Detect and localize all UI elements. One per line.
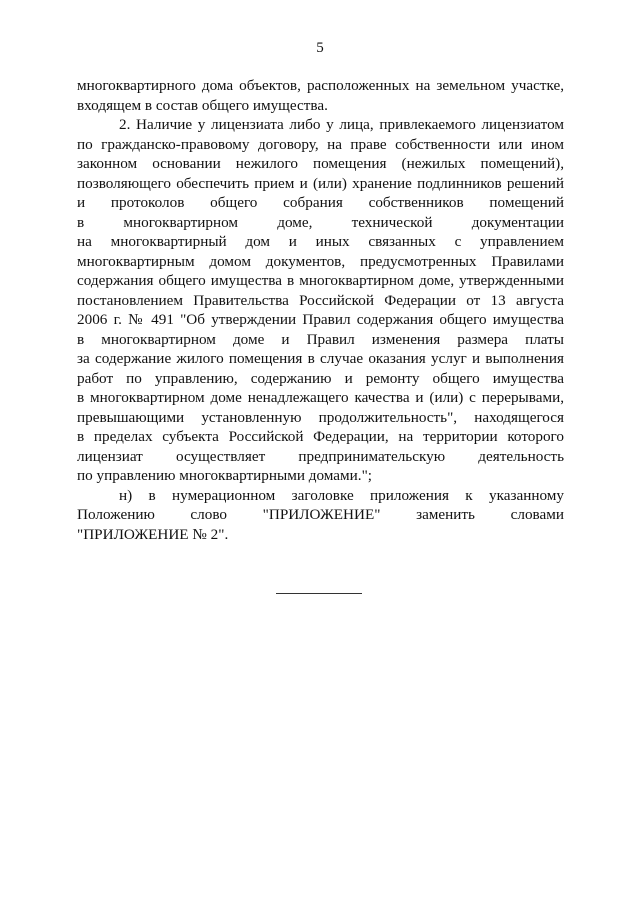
- text-line: в многоквартирном доме, технической документации: [77, 213, 564, 231]
- document-body: [77, 76, 564, 544]
- text-line: превышающими установленную продолжительность", находящегося: [77, 408, 564, 426]
- text-line: Положению слово "ПРИЛОЖЕНИЕ" заменить словами: [77, 506, 564, 523]
- text-line: за содержание жилого помещения в случае оказания услуг и выполнения: [77, 350, 564, 367]
- text-line: лицензиат осуществляет предпринимательскую деятельность: [77, 447, 564, 465]
- text-line: в пределах субъекта Российской Федерации, на территории которого: [77, 428, 564, 445]
- text-line: в многоквартирном доме и Правил изменения размера платы: [77, 330, 564, 348]
- page-number: 5: [316, 40, 324, 56]
- text-line: многоквартирного дома объектов, расположенных на земельном участке,: [77, 77, 564, 94]
- text-line: постановлением Правительства Российской Федерации от 13 августа: [77, 291, 564, 309]
- text-line: содержания общего имущества в многоквартирном доме, утвержденными: [77, 272, 564, 289]
- text-line: позволяющего обеспечить прием и (или) хранение подлинников решений: [77, 174, 564, 192]
- text-line: законном основании нежилого помещения (нежилых помещений),: [77, 155, 564, 172]
- text-line: по управлению многоквартирными домами.";: [77, 467, 372, 484]
- text-line: "ПРИЛОЖЕНИЕ № 2".: [77, 525, 229, 543]
- text-line: по гражданско-правовому договору, на праве собственности или ином: [77, 135, 564, 153]
- text-line: входящем в состав общего имущества.: [77, 96, 328, 114]
- end-separator-line: [276, 593, 362, 594]
- paragraph-continuation: [77, 76, 564, 115]
- text-line: многоквартирным домом документов, предусмотренных Правилами: [77, 252, 564, 270]
- text-line: 2006 г. № 491 "Об утверждении Правил содержания общего имущества: [77, 311, 564, 328]
- text-line: на многоквартирный дом и иных связанных с управлением: [77, 233, 564, 250]
- paragraph-item-2: [77, 115, 564, 486]
- text-line: 2. Наличие у лицензиата либо у лица, привлекаемого лицензиатом: [119, 116, 564, 133]
- text-line: и протоколов общего собрания собственников помещений: [77, 194, 564, 211]
- paragraph-item-n: [77, 486, 564, 545]
- text-line: в многоквартирном доме ненадлежащего качества и (или) с перерывами,: [77, 389, 564, 406]
- text-line: н) в нумерационном заголовке приложения к указанному: [119, 486, 564, 504]
- text-line: работ по управлению, содержанию и ремонту общего имущества: [77, 369, 564, 387]
